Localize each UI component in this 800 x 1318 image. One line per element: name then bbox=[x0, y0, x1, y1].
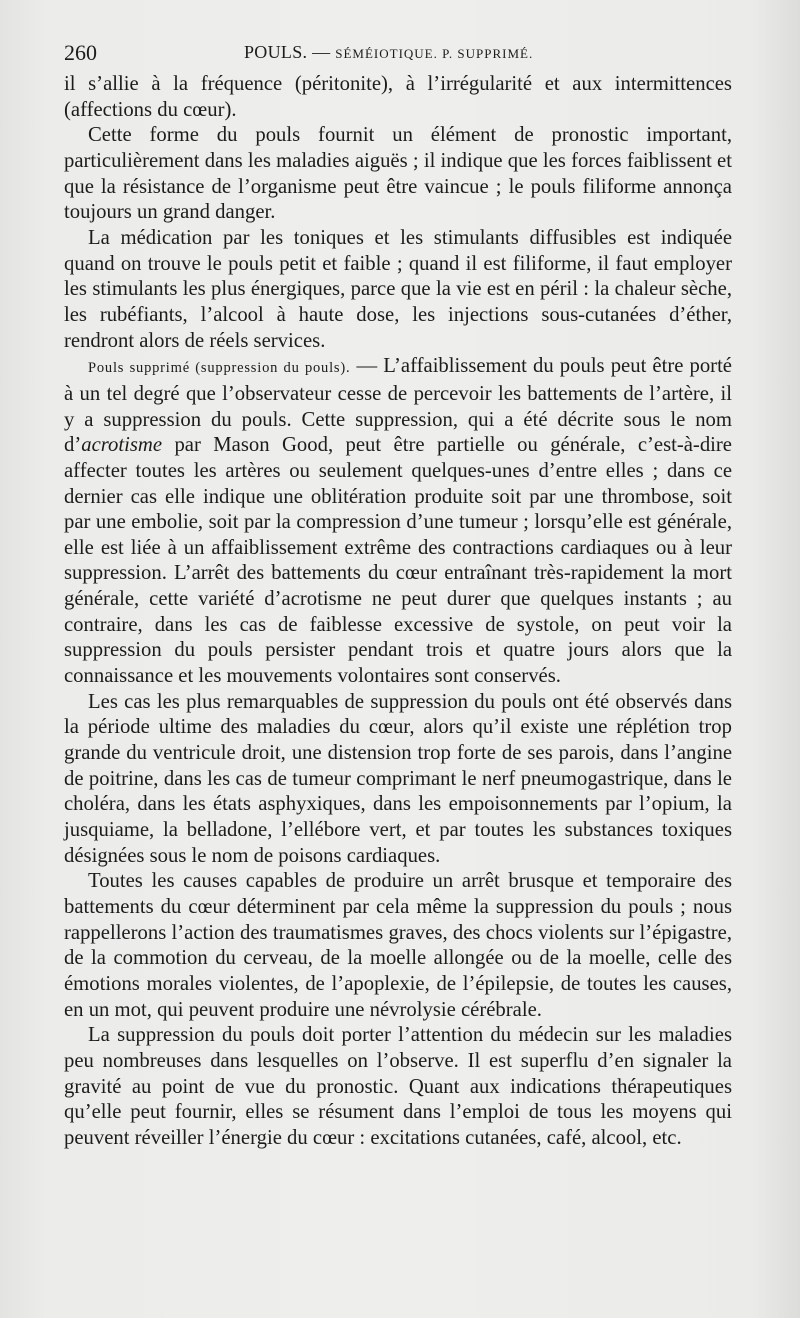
paragraph-pouls-supprime bbox=[64, 354, 732, 690]
paragraph-medication: La médication par les toniques et les stimulants diffusibles est indiquée quand on trouve le pouls petit et faible ; quand il est filiforme, il faut employer les stimulants les plus énergiques, parce que la vie est en péril : la chaleur sèche, les rubéfiants, l’alcool à haute dose, les injections sous-cutanées d’éther, rendront alors de réels services. bbox=[64, 226, 732, 352]
running-title bbox=[244, 42, 533, 63]
paragraph-continuation: il s’allie à la fréquence (péritonite), à l’irrégularité et aux intermittences (affections du cœur). bbox=[64, 73, 732, 121]
paragraph-text-a: — L’affaiblissement du pouls peut être porté à un tel degré que l’observateur cesse de percevoir les battements de l’artère, il y a suppression du pouls. Cette suppression, qui a été décrite sous le nom d’ bbox=[64, 355, 732, 457]
running-title-main: POULS. — bbox=[244, 42, 331, 62]
paragraph-causes: Toutes les causes capables de produire un arrêt brusque et temporaire des battements du cœur déterminent par cela même la suppression du pouls ; nous rappellerons l’action des traumatismes graves, des chocs violents sur l’épigastre, de la commotion du cerveau, de la moelle allongée ou de la moelle, celle des émotions morales violentes, de l’apoplexie, de l’épilepsie, de toutes les causes, en un mot, qui peuvent produire une névrolysie cérébrale. bbox=[64, 870, 732, 1021]
term-acrotisme: acrotisme bbox=[81, 434, 163, 457]
page-number: 260 bbox=[64, 40, 97, 65]
body-text bbox=[64, 72, 732, 1152]
paragraph-text-b: par Mason Good, peut être partielle ou générale, c’est-à-dire affecter toutes les artères ou seulement quelques-unes d’entre elles ; dans ce dernier cas elle indique une oblitération produite soit par une thrombose, soit par une embolie, soit par la compression d’une tumeur ; lorsqu’elle est générale, elle est liée à un affaiblissement extrême des contractions cardiaques ou à leur suppression. L’arrêt des battements du cœur entraînant très-rapidement la mort générale, cette variété d’acrotisme ne peut durer que quelques instants ; au contraire, dans les cas de faiblesse excessive de systole, on peut voir la suppression du pouls persister pendant trois et quatre jours alors que la connaissance et les mouvements volontaires sont conservés. bbox=[64, 434, 732, 688]
running-header bbox=[64, 34, 736, 72]
section-heading: Pouls supprimé (suppression du pouls). bbox=[88, 360, 351, 377]
paragraph-cas-remarquables: Les cas les plus remarquables de suppression du pouls ont été observés dans la période ultime des maladies du cœur, alors qu’il existe une réplétion trop grande du ventricule droit, une distension trop forte de ses parois, dans l’angine de poitrine, dans les cas de tumeur comprimant le nerf pneumogastrique, dans le choléra, dans les états asphyxiques, dans les empoisonnements par l’opium, la jusquiame, la belladone, l’ellébore vert, et par toutes les substances toxiques désignées sous le nom de poisons cardiaques. bbox=[64, 690, 732, 867]
paragraph-pronostic: Cette forme du pouls fournit un élément de pronostic important, particulièrement dans les maladies aiguës ; il indique que les forces faiblissent et que la résistance de l’organisme peut être vaincue ; le pouls filiforme annonça toujours un grand danger. bbox=[64, 124, 732, 224]
paragraph-conclusion: La suppression du pouls doit porter l’attention du médecin sur les maladies peu nombreuses dans lesquelles on l’observe. Il est superflu d’en signaler la gravité au point de vue du pronostic. Quant aux indications thérapeutiques qu’elle peut fournir, elles se résument dans l’emploi de tous les moyens qui peuvent réveiller l’énergie du cœur : excitations cutanées, café, alcool, etc. bbox=[64, 1024, 732, 1149]
running-title-subtitle: SÉMÉIOTIQUE. P. SUPPRIMÉ. bbox=[335, 46, 534, 61]
